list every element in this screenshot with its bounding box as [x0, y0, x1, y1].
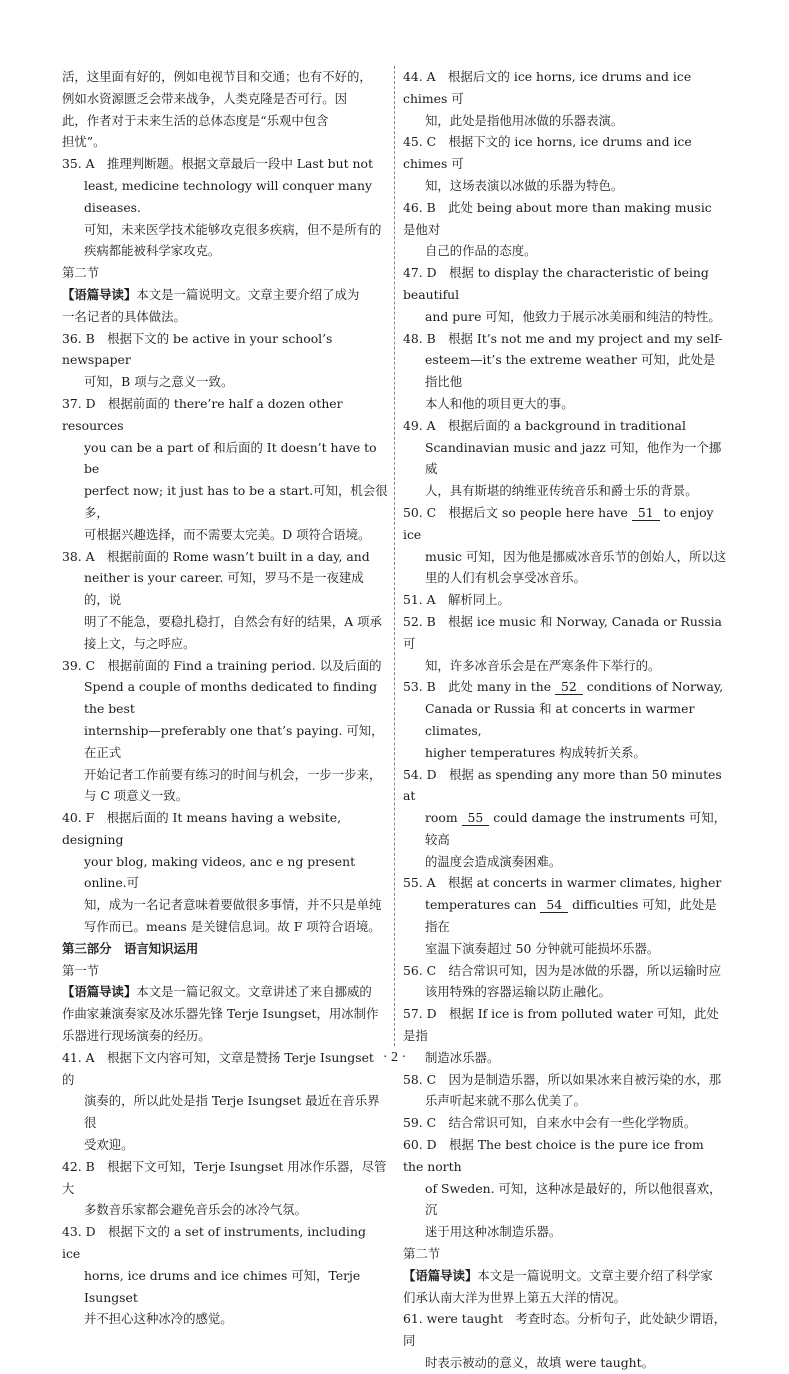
answer-line: your blog, making videos, anc e ng present online.可 [84, 853, 356, 891]
answer-line: 多数音乐家都会避免音乐会的冰冷气氛。 [84, 1202, 308, 1218]
answer-line: 疾病都能被科学家攻克。 [84, 243, 221, 259]
answer-60 [403, 1134, 727, 1243]
answer-36 [62, 328, 388, 393]
guide-text: 本文是一篇记叙文。文章讲述了来自挪威的 [136, 984, 372, 1000]
right-column [403, 66, 727, 1374]
answer-line: 36. B 根据下文的 be active in your school’s newspaper [62, 330, 333, 368]
column-divider [394, 66, 395, 1046]
answer-line: 该用特殊的容器运输以防止融化。 [425, 984, 611, 1000]
answer-line: 写作而已。means 是关键信息词。故 F 项符合语境。 [84, 919, 381, 935]
answer-line: and pure 可知，他致力于展示冰美丽和纯洁的特性。 [425, 308, 721, 324]
answer-58 [403, 1069, 727, 1113]
answer-line: 45. C 根据下文的 ice horns, ice drums and ice chimes 可 [403, 134, 692, 172]
answer-51 [403, 589, 727, 611]
answer-55 [403, 872, 727, 959]
answer-46 [403, 197, 727, 262]
answer-line: Canada or Russia 和 at concerts in warmer climates, [425, 701, 695, 738]
answer-line: 知，许多冰音乐会是在严寒条件下举行的。 [425, 657, 661, 673]
answer-line: 38. A 根据前面的 Rome wasn’t built in a day, and [62, 548, 370, 564]
answer-line: 57. D 根据 If ice is from polluted water 可知，此处是指 [403, 1006, 719, 1044]
answer-line [403, 502, 727, 546]
answer-line: 56. C 结合常识可知，因为是冰做的乐器，所以运输时应 [403, 962, 722, 978]
answer-48 [403, 328, 727, 415]
answer-line: 开始记者工作前要有练习的时间与机会，一步一步来， [84, 766, 382, 782]
section-title: 第二节 [403, 1246, 441, 1262]
blank-number: 54 [540, 898, 568, 913]
guide-text: 一名记者的具体做法。 [62, 308, 186, 324]
answer-35 [62, 153, 388, 262]
answer-line: 可知，未来医学技术能够攻克很多疾病，但不是所有的 [84, 221, 382, 237]
answer-45 [403, 131, 727, 196]
section-title: 第一节 [62, 962, 100, 978]
guide-text: 乐器进行现场演奏的经历。 [62, 1028, 211, 1044]
answer-line: 46. B 此处 being about more than making music 是他对 [403, 199, 712, 237]
blank-number: 51 [632, 506, 660, 521]
text-line: 担忧”。 [62, 134, 106, 150]
answer-line: 迷于用这种冰制造乐器。 [425, 1224, 562, 1240]
answer-line: 知，成为一名记者意味着要做很多事情，并不只是单纯 [84, 897, 382, 913]
reading-guide [403, 1265, 727, 1309]
answer-line: 明了不能急，要稳扎稳打，自然会有好的结果，A 项承 [84, 613, 382, 629]
answer-line: 接上文，与之呼应。 [84, 635, 196, 651]
answer-line [403, 676, 727, 698]
answer-44 [403, 66, 727, 131]
answer-line: 59. C 结合常识可知，自来水中会有一些化学物质。 [403, 1115, 697, 1131]
answer-line: 44. A 根据后文的 ice horns, ice drums and ice chimes 可 [403, 69, 692, 106]
answer-line: 知，这场表演以冰做的乐器为特色。 [425, 177, 624, 193]
answer-line: 受欢迎。 [84, 1137, 134, 1153]
reading-guide [62, 284, 388, 328]
answer-line: 55. A 根据 at concerts in warmer climates, higher [403, 875, 722, 891]
answer-line: 60. D 根据 The best choice is the pure ice from the north [403, 1137, 704, 1174]
answer-line: 61. were taught 考查时态。分析句子，此处缺少谓语，同 [403, 1311, 727, 1349]
text-line: 此，作者对于未来生活的总体态度是“乐观中包含 [62, 112, 329, 128]
answer-text: 50. C 根据后文 so people here have [403, 504, 632, 520]
answer-line: least, medicine technology will conquer many diseases. [84, 177, 373, 215]
answer-line: 58. C 因为是制造乐器，所以如果冰来自被污染的水，那 [403, 1071, 722, 1087]
answer-49 [403, 415, 727, 502]
answer-53 [403, 676, 727, 763]
intro-paragraph [62, 66, 388, 153]
answer-line: 41. A 根据下文内容可知，文章是赞扬 Terje Isungset 的 [62, 1049, 374, 1087]
answer-line [403, 894, 727, 938]
section-title: 第二节 [62, 265, 100, 281]
answer-56 [403, 960, 727, 1004]
answer-37 [62, 393, 388, 546]
answer-text: temperatures can [425, 897, 541, 913]
answer-line: 的温度会造成演奏困难。 [425, 853, 562, 869]
answer-line [403, 807, 727, 851]
answer-line: of Sweden. 可知，这种冰是最好的，所以他很喜欢，沉 [425, 1180, 722, 1218]
answer-61 [403, 1308, 727, 1373]
answer-line: music 可知，因为他是挪威冰音乐节的创始人，所以这 [425, 548, 727, 564]
answer-line: horns, ice drums and ice chimes 可知，Terje Isungset [84, 1267, 361, 1305]
answer-line: 39. C 根据前面的 Find a training period. 以及后面的 [62, 657, 382, 673]
answer-text: room [425, 810, 462, 826]
answer-text: conditions of Norway, [582, 679, 724, 695]
answer-line: 本人和他的项目更大的事。 [425, 395, 574, 411]
answer-38 [62, 546, 388, 655]
answer-line: 乐声听起来就不那么优美了。 [425, 1093, 587, 1109]
answer-line: 37. D 根据前面的 there’re half a dozen other resources [62, 395, 343, 433]
answer-line: 知，此处是指他用冰做的乐器表演。 [425, 112, 624, 128]
answer-text: to enjoy ice [403, 504, 714, 542]
answer-line: 制造冰乐器。 [425, 1049, 500, 1065]
answer-43 [62, 1221, 388, 1330]
text-line: 例如水资源匮乏会带来战争，人类克隆是否可行。因 [62, 90, 347, 106]
guide-text: 们承认南大洋为世界上第五大洋的情况。 [403, 1289, 627, 1305]
answer-line: Scandinavian music and jazz 可知，他作为一个挪威 [425, 439, 722, 477]
answer-line: 可知，B 项与之意义一致。 [84, 374, 234, 390]
answer-line: 室温下演奏超过 50 分钟就可能损坏乐器。 [425, 940, 660, 956]
blank-number: 55 [462, 811, 490, 826]
answer-39 [62, 655, 388, 808]
reading-guide [62, 981, 388, 1046]
answer-line: 自己的作品的态度。 [425, 243, 537, 259]
guide-text: 本文是一篇说明文。文章主要介绍了成为 [136, 286, 360, 302]
answer-line: 48. B 根据 It’s not me and my project and my self- [403, 330, 723, 346]
guide-tag: 【语篇导读】 [403, 1267, 478, 1283]
answer-line: 42. B 根据下文可知，Terje Isungset 用冰作乐器，尽管大 [62, 1158, 387, 1196]
answer-50 [403, 502, 727, 589]
answer-line: 时表示被动的意义，故填 were taught。 [425, 1355, 654, 1371]
answer-47 [403, 262, 727, 327]
answer-line: 47. D 根据 to display the characteristic of being beautiful [403, 265, 709, 302]
answer-text: could damage the instruments 可知，较高 [425, 810, 727, 847]
answer-54 [403, 764, 727, 873]
answer-line: perfect now; it just has to be a start.可知，机会很多， [84, 483, 388, 520]
guide-tag: 【语篇导读】 [62, 286, 137, 302]
answer-line: higher temperatures 构成转折关系。 [425, 744, 646, 760]
answer-line: 51. A 解析同上。 [403, 592, 510, 608]
answer-line: 并不担心这种冰冷的感觉。 [84, 1311, 233, 1327]
part-title: 第三部分 语言知识运用 [62, 940, 199, 956]
answer-line: 40. F 根据后面的 It means having a website, designing [62, 810, 342, 847]
answer-line: 里的人们有机会享受冰音乐。 [425, 570, 587, 586]
page-number: · 2 · [382, 1050, 407, 1065]
answer-text: difficulties 可知，此处是指在 [425, 897, 717, 935]
answer-59 [403, 1112, 727, 1134]
answer-line: 49. A 根据后面的 a background in traditional [403, 417, 686, 433]
answer-42 [62, 1156, 388, 1221]
guide-text: 本文是一篇说明文。文章主要介绍了科学家 [477, 1267, 713, 1283]
text-line: 活，这里面有好的，例如电视节目和交通；也有不好的， [62, 69, 372, 84]
answer-line: Spend a couple of months dedicated to finding the best [84, 679, 378, 717]
answer-52 [403, 611, 727, 676]
blank-number: 52 [555, 680, 583, 695]
left-column [62, 66, 388, 1330]
answer-line: 与 C 项意义一致。 [84, 788, 189, 804]
answer-line: 52. B 根据 ice music 和 Norway, Canada or Russia 可 [403, 613, 722, 651]
answer-40 [62, 807, 388, 938]
answer-line: 54. D 根据 as spending any more than 50 minutes at [403, 766, 722, 804]
answer-line: 43. D 根据下文的 a set of instruments, including ice [62, 1224, 366, 1262]
answer-line: esteem—it’s the extreme weather 可知，此处是指比他 [425, 352, 716, 390]
answer-line: 35. A 推理判断题。根据文章最后一段中 Last but not [62, 156, 373, 172]
answer-line: neither is your career. 可知，罗马不是一夜建成的，说 [84, 570, 364, 608]
answer-line: you can be a part of 和后面的 It doesn’t have to be [84, 439, 377, 477]
guide-text: 作曲家兼演奏家及冰乐器先锋 Terje Isungset，用冰制作 [62, 1006, 379, 1022]
answer-line: 可根据兴趣选择，而不需要太完美。D 项符合语境。 [84, 526, 371, 542]
answer-line: 人，具有斯堪的纳维亚传统音乐和爵士乐的背景。 [425, 483, 698, 499]
answer-line: internship—preferably one that’s paying. 可知，在正式 [84, 722, 384, 760]
answer-text: 53. B 此处 many in the [403, 679, 556, 695]
guide-tag: 【语篇导读】 [62, 984, 137, 1000]
answer-line: 演奏的，所以此处是指 Terje Isungset 最近在音乐界很 [84, 1093, 380, 1131]
